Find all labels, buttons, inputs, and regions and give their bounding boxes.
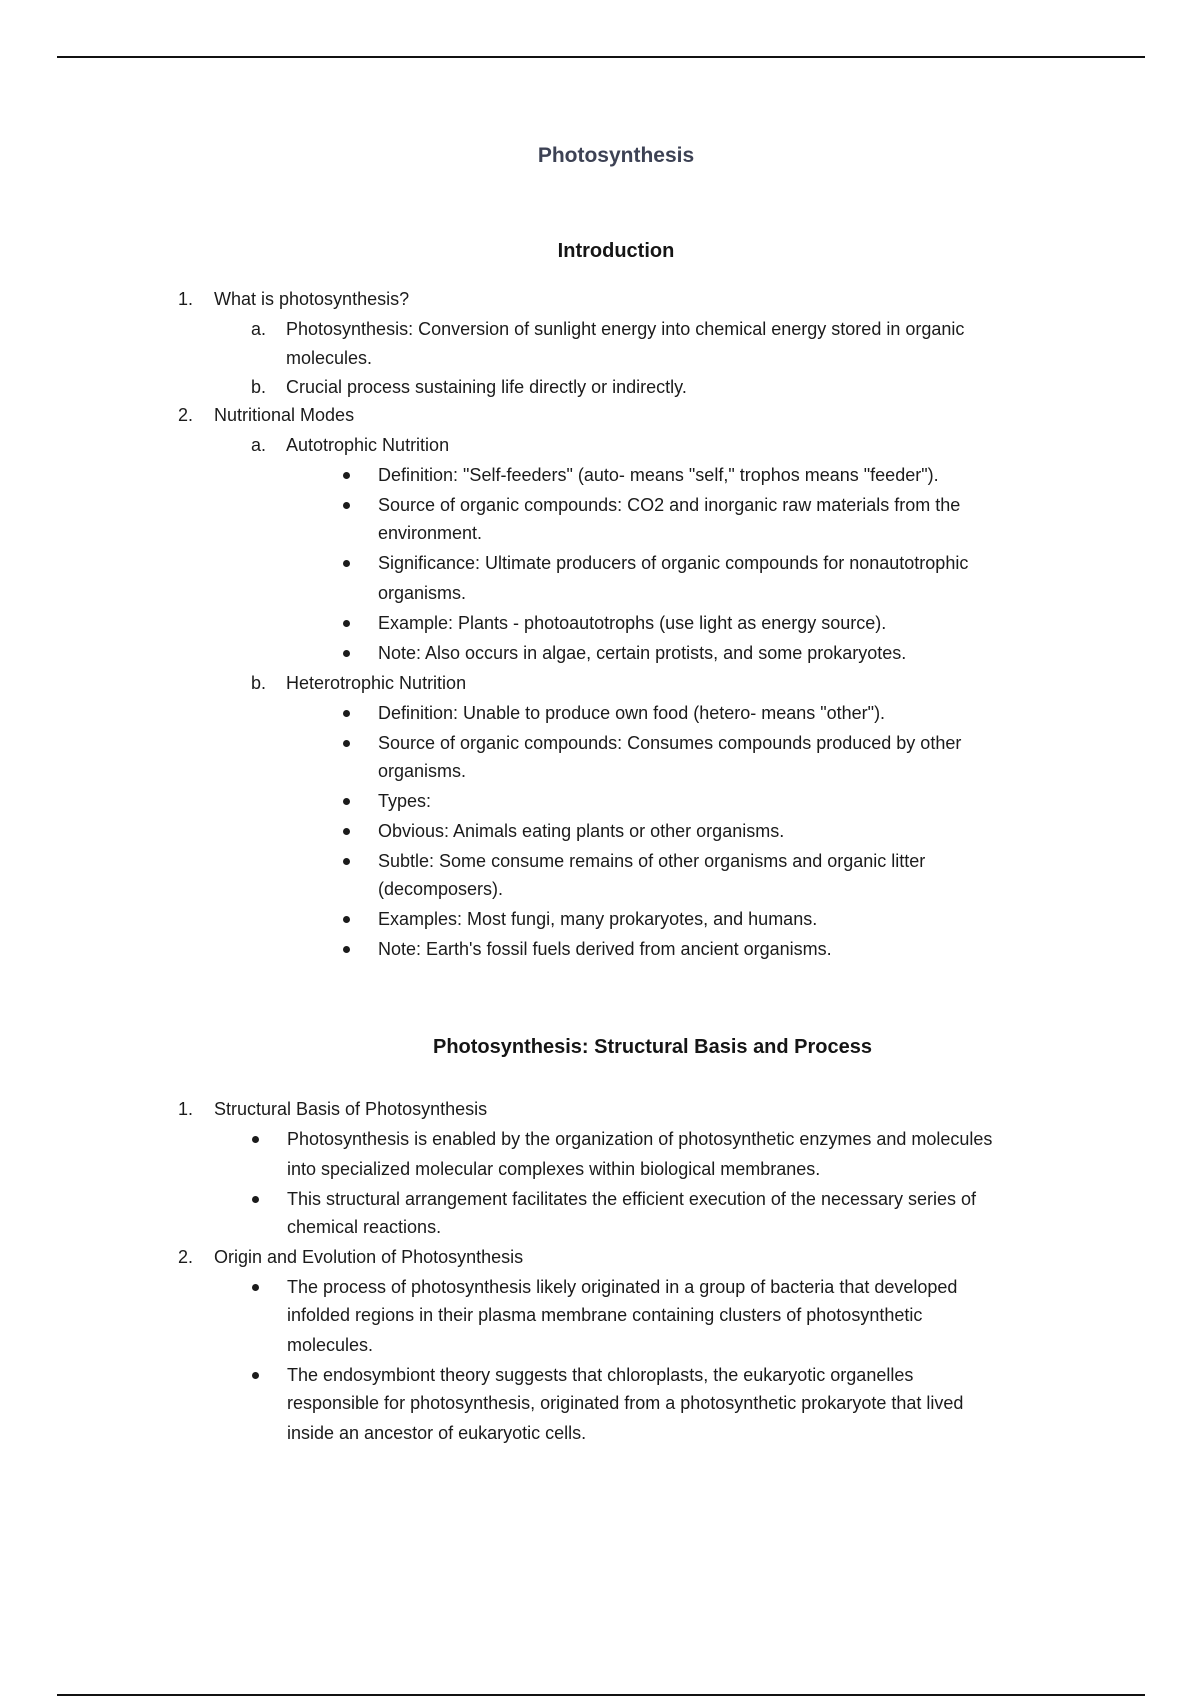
bullet-icon	[252, 1372, 259, 1379]
bullet-icon	[252, 1196, 259, 1203]
bottom-rule	[57, 1694, 1145, 1696]
bullet-icon	[343, 828, 350, 835]
bullet-item	[0, 728, 1200, 758]
bullet-text: organisms.	[378, 583, 467, 603]
bullet-text: Types:	[378, 791, 432, 811]
bullet-continuation	[0, 1154, 1200, 1184]
bullet-text: environment.	[378, 523, 483, 543]
list-item	[0, 372, 1200, 402]
bullet-icon	[343, 472, 350, 479]
list-item-text: Structural Basis of Photosynthesis	[214, 1099, 488, 1119]
bullet-continuation	[0, 1388, 1200, 1418]
bullet-continuation	[0, 1418, 1200, 1448]
list-item	[0, 1094, 1200, 1124]
list-item-text: Heterotrophic Nutrition	[286, 673, 467, 693]
bullet-text: inside an ancestor of eukaryotic cells.	[287, 1423, 587, 1443]
bullet-text: chemical reactions.	[287, 1217, 442, 1237]
bullet-item	[0, 460, 1200, 490]
bullet-continuation	[0, 1212, 1200, 1242]
bullet-text: This structural arrangement facilitates the efficient execution of the necessary series of	[287, 1189, 977, 1209]
bullet-icon	[343, 798, 350, 805]
bullet-text: molecules.	[287, 1335, 374, 1355]
list-item-text: Nutritional Modes	[214, 405, 355, 425]
list-item	[0, 314, 1200, 344]
bullet-text: responsible for photosynthesis, originated from a photosynthetic prokaryote that lived	[287, 1393, 964, 1413]
bullet-continuation	[0, 756, 1200, 786]
list-item-text: Autotrophic Nutrition	[286, 435, 450, 455]
list-item	[0, 284, 1200, 314]
list-letter: a.	[251, 435, 267, 455]
structural-heading: Photosynthesis: Structural Basis and Process	[432, 1036, 873, 1058]
bullet-item	[0, 846, 1200, 876]
list-item	[0, 430, 1200, 460]
list-letter: a.	[251, 319, 267, 339]
bullet-icon	[343, 858, 350, 865]
bullet-item	[0, 786, 1200, 816]
bullet-icon	[343, 650, 350, 657]
bullet-item	[0, 904, 1200, 934]
bullet-continuation	[0, 874, 1200, 904]
list-item-text: Origin and Evolution of Photosynthesis	[214, 1247, 524, 1267]
list-item-text: molecules.	[286, 348, 373, 368]
list-number: 2.	[178, 405, 194, 425]
bullet-icon	[343, 502, 350, 509]
bullet-text: Source of organic compounds: CO2 and inorganic raw materials from the	[378, 495, 961, 515]
list-item	[0, 1242, 1200, 1272]
list-letter: b.	[251, 673, 267, 693]
bullet-text: The process of photosynthesis likely originated in a group of bacteria that developed	[287, 1277, 958, 1297]
bullet-continuation	[0, 518, 1200, 548]
bullet-text: Example: Plants - photoautotrophs (use light as energy source).	[378, 613, 887, 633]
bullet-item	[0, 934, 1200, 964]
top-rule	[57, 56, 1145, 58]
document-title: Photosynthesis	[537, 144, 695, 167]
list-item-text: Photosynthesis: Conversion of sunlight energy into chemical energy stored in organic	[286, 319, 965, 339]
bullet-item	[0, 1124, 1200, 1154]
bullet-text: into specialized molecular complexes within biological membranes.	[287, 1159, 821, 1179]
bullet-icon	[252, 1136, 259, 1143]
bullet-text: Obvious: Animals eating plants or other organisms.	[378, 821, 785, 841]
bullet-text: Subtle: Some consume remains of other organisms and organic litter	[378, 851, 926, 871]
bullet-text: Significance: Ultimate producers of organic compounds for nonautotrophic	[378, 553, 969, 573]
bullet-text: Source of organic compounds: Consumes compounds produced by other	[378, 733, 962, 753]
list-item	[0, 668, 1200, 698]
bullet-text: (decomposers).	[378, 879, 504, 899]
bullet-item	[0, 1184, 1200, 1214]
bullet-icon	[343, 740, 350, 747]
bullet-continuation	[0, 578, 1200, 608]
bullet-text: The endosymbiont theory suggests that chloroplasts, the eukaryotic organelles	[287, 1365, 914, 1385]
introduction-heading: Introduction	[557, 240, 675, 262]
bullet-icon	[252, 1284, 259, 1291]
bullet-icon	[343, 560, 350, 567]
list-letter: b.	[251, 377, 267, 397]
list-item	[0, 400, 1200, 430]
bullet-item	[0, 1360, 1200, 1390]
bullet-continuation	[0, 1300, 1200, 1330]
bullet-text: infolded regions in their plasma membrane containing clusters of photosynthetic	[287, 1305, 923, 1325]
list-number: 1.	[178, 1099, 194, 1119]
bullet-item	[0, 548, 1200, 578]
bullet-text: Definition: "Self-feeders" (auto- means "self," trophos means "feeder").	[378, 465, 939, 485]
bullet-item	[0, 698, 1200, 728]
bullet-text: Note: Also occurs in algae, certain protists, and some prokaryotes.	[378, 643, 907, 663]
bullet-item	[0, 608, 1200, 638]
bullet-item	[0, 1272, 1200, 1302]
bullet-item	[0, 816, 1200, 846]
bullet-icon	[343, 710, 350, 717]
bullet-item	[0, 638, 1200, 668]
list-item-text: What is photosynthesis?	[214, 289, 410, 309]
bullet-item	[0, 490, 1200, 520]
bullet-icon	[343, 620, 350, 627]
bullet-icon	[343, 916, 350, 923]
list-item-text: Crucial process sustaining life directly or indirectly.	[286, 377, 687, 397]
bullet-text: Note: Earth's fossil fuels derived from ancient organisms.	[378, 939, 832, 959]
list-number: 1.	[178, 289, 194, 309]
bullet-continuation	[0, 1330, 1200, 1360]
bullet-text: organisms.	[378, 761, 467, 781]
list-number: 2.	[178, 1247, 194, 1267]
bullet-text: Definition: Unable to produce own food (hetero- means "other").	[378, 703, 886, 723]
bullet-text: Photosynthesis is enabled by the organization of photosynthetic enzymes and molecules	[287, 1129, 993, 1149]
bullet-text: Examples: Most fungi, many prokaryotes, and humans.	[378, 909, 818, 929]
bullet-icon	[343, 946, 350, 953]
list-item-continuation	[0, 343, 1200, 373]
